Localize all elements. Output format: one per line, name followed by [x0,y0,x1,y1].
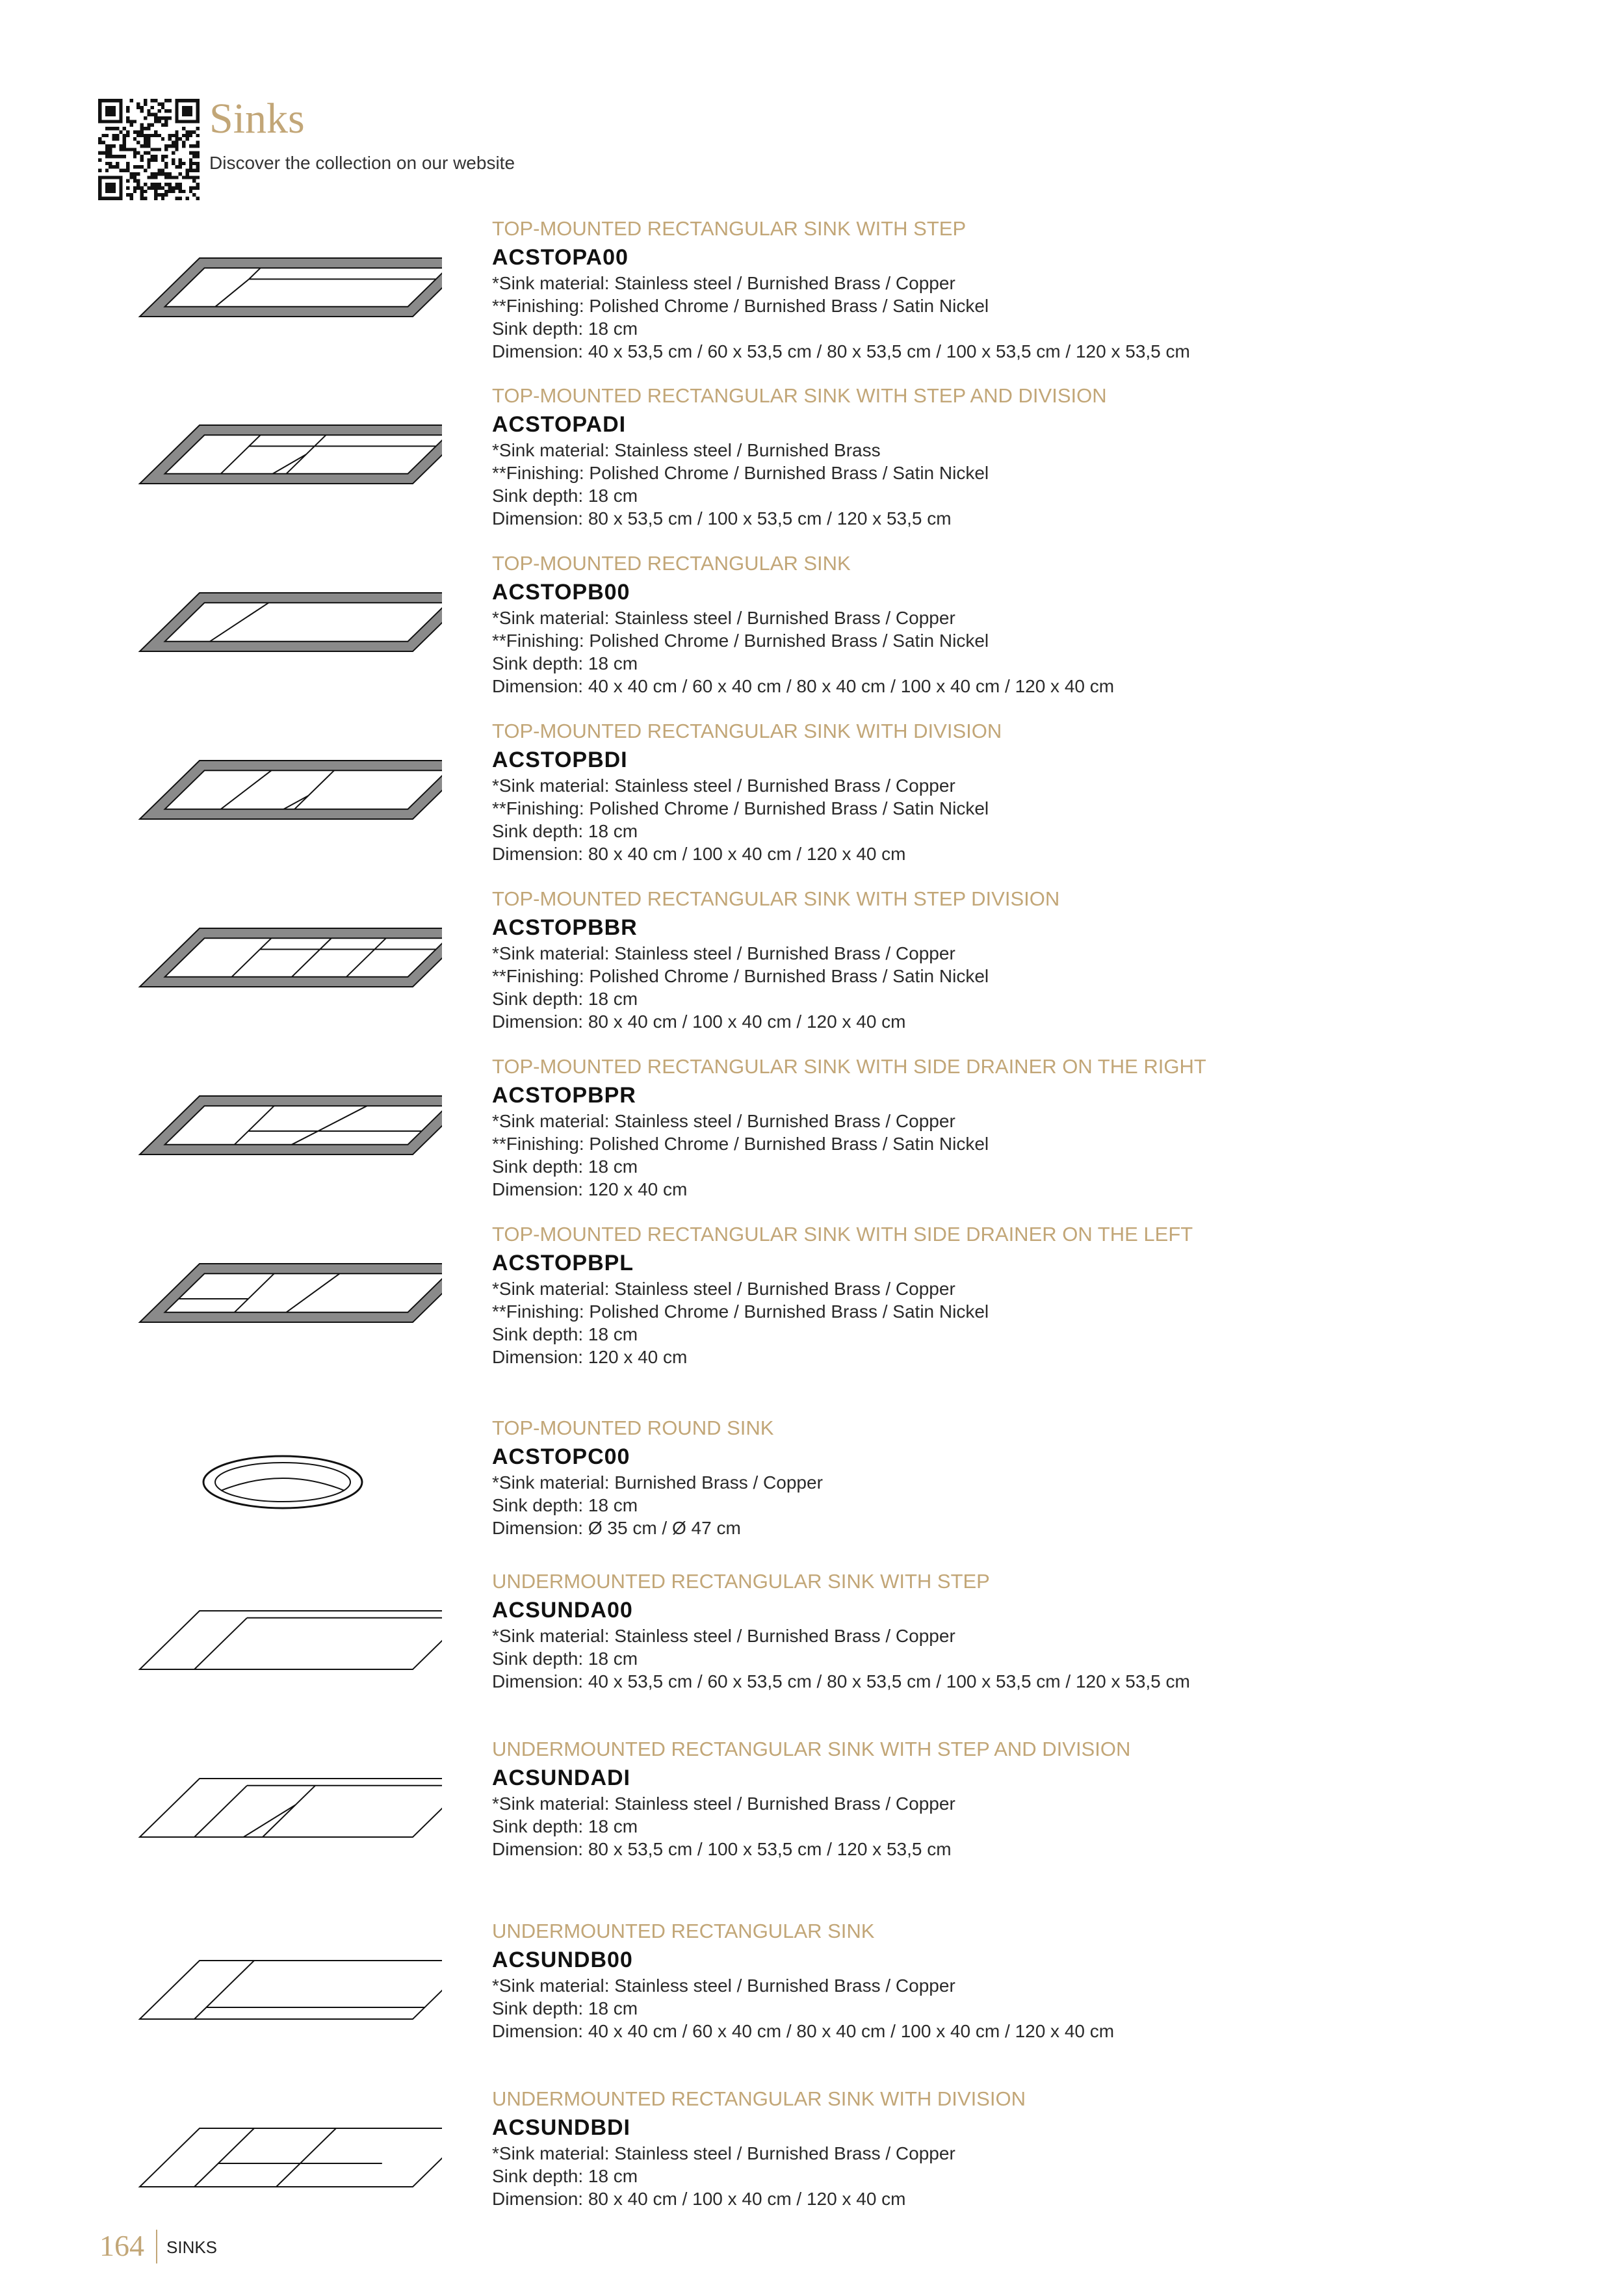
spec-finishing: **Finishing: Polished Chrome / Burnished Brass / Satin Nickel [492,463,989,483]
sink-step-division-double-drawing [130,885,442,1028]
spec-finishing: **Finishing: Polished Chrome / Burnished Brass / Satin Nickel [492,631,989,651]
spec-dimension: Dimension: 120 x 40 cm [492,1347,688,1367]
product-code: ACSUNDB00 [492,1948,633,1972]
product-entry [0,549,1623,696]
product-entry [0,215,1623,361]
sink-drainer-left-icon [130,1220,442,1363]
spec-material: *Sink material: Stainless steel / Burnished Brass / Copper [492,943,955,963]
undermount-division-icon [130,2085,442,2228]
spec-dimension: Dimension: 120 x 40 cm [492,1179,688,1199]
spec-finishing: **Finishing: Polished Chrome / Burnished Brass / Satin Nickel [492,296,989,316]
spec-finishing: **Finishing: Polished Chrome / Burnished Brass / Satin Nickel [492,798,989,818]
spec-material: *Sink material: Stainless steel / Burnished Brass / Copper [492,2143,955,2163]
product-code: ACSTOPC00 [492,1444,630,1469]
product-code: ACSTOPBDI [492,748,628,772]
product-code: ACSUNDA00 [492,1598,633,1623]
spec-depth: Sink depth: 18 cm [492,1495,638,1515]
sink-step-division-double-icon [130,885,442,1028]
spec-material: *Sink material: Stainless steel / Burnished Brass / Copper [492,1279,955,1299]
product-entry [0,1735,1623,1878]
sink-drainer-right-icon [130,1052,442,1195]
undermount-step-division-drawing [130,1735,442,1878]
product-heading: TOP-MOUNTED RECTANGULAR SINK WITH DIVISION [492,720,1002,742]
product-heading: TOP-MOUNTED RECTANGULAR SINK [492,552,851,575]
product-entry [0,717,1623,864]
spec-depth: Sink depth: 18 cm [492,1324,638,1344]
sink-rectangular-drawing [130,549,442,692]
spec-depth: Sink depth: 18 cm [492,1816,638,1836]
spec-dimension: Dimension: 80 x 40 cm / 100 x 40 cm / 120 x 40 cm [492,1011,906,1032]
sink-step-division-icon [130,382,442,525]
spec-finishing: **Finishing: Polished Chrome / Burnished Brass / Satin Nickel [492,1301,989,1322]
sink-round-icon [130,1414,442,1557]
spec-material: *Sink material: Stainless steel / Burnished Brass / Copper [492,776,955,796]
spec-material: *Sink material: Stainless steel / Burnished Brass / Copper [492,273,955,293]
product-code: ACSTOPA00 [492,245,629,270]
product-heading: TOP-MOUNTED RECTANGULAR SINK WITH STEP DIVISION [492,887,1060,910]
sink-division-drawing [130,717,442,860]
spec-depth: Sink depth: 18 cm [492,319,638,339]
sink-step-division-drawing [130,382,442,525]
spec-depth: Sink depth: 18 cm [492,1649,638,1669]
product-code: ACSTOPBPR [492,1083,636,1108]
undermount-step-icon [130,1567,442,1710]
footer-divider [156,2230,157,2263]
product-entry [0,1917,1623,2060]
spec-dimension: Dimension: 80 x 53,5 cm / 100 x 53,5 cm / 120 x 53,5 cm [492,1839,952,1859]
product-heading: TOP-MOUNTED RECTANGULAR SINK WITH STEP [492,217,967,240]
spec-depth: Sink depth: 18 cm [492,653,638,673]
product-entry [0,382,1623,528]
spec-dimension: Dimension: 80 x 40 cm / 100 x 40 cm / 120 x 40 cm [492,844,906,864]
product-entry [0,1414,1623,1557]
spec-dimension: Dimension: 40 x 53,5 cm / 60 x 53,5 cm / 80 x 53,5 cm / 100 x 53,5 cm / 120 x 53,5 cm [492,1671,1190,1691]
spec-material: *Sink material: Stainless steel / Burnished Brass / Copper [492,1111,955,1131]
spec-dimension: Dimension: 80 x 40 cm / 100 x 40 cm / 120 x 40 cm [492,2189,906,2209]
qr-code-icon[interactable] [98,99,200,200]
undermount-rectangular-drawing [130,1917,442,2060]
product-code: ACSTOPB00 [492,580,630,605]
sink-drainer-right-drawing [130,1052,442,1195]
sink-rectangular-icon [130,549,442,692]
footer-section-label: SINKS [166,2237,218,2257]
product-heading: UNDERMOUNTED RECTANGULAR SINK WITH DIVISION [492,2087,1026,2110]
product-code: ACSUNDADI [492,1766,630,1790]
sink-step-drawing [130,215,442,358]
spec-dimension: Dimension: 40 x 40 cm / 60 x 40 cm / 80 x 40 cm / 100 x 40 cm / 120 x 40 cm [492,676,1115,696]
spec-depth: Sink depth: 18 cm [492,2166,638,2186]
spec-depth: Sink depth: 18 cm [492,821,638,841]
product-heading: TOP-MOUNTED RECTANGULAR SINK WITH SIDE DRAINER ON THE LEFT [492,1223,1193,1246]
spec-material: *Sink material: Stainless steel / Burnished Brass / Copper [492,608,955,628]
product-entry [0,885,1623,1032]
spec-material: *Sink material: Stainless steel / Burnished Brass [492,440,881,460]
sink-division-icon [130,717,442,860]
spec-depth: Sink depth: 18 cm [492,486,638,506]
product-entry [0,1220,1623,1367]
page-title: Sinks [209,95,305,142]
undermount-division-drawing [130,2085,442,2228]
product-entry [0,1567,1623,1710]
spec-dimension: Dimension: 80 x 53,5 cm / 100 x 53,5 cm / 120 x 53,5 cm [492,508,952,528]
product-heading: UNDERMOUNTED RECTANGULAR SINK WITH STEP [492,1570,990,1593]
sink-round-drawing [130,1414,442,1557]
sink-step-icon [130,215,442,358]
spec-finishing: **Finishing: Polished Chrome / Burnished Brass / Satin Nickel [492,1134,989,1154]
undermount-step-division-icon [130,1735,442,1878]
product-heading: TOP-MOUNTED ROUND SINK [492,1416,774,1439]
product-heading: UNDERMOUNTED RECTANGULAR SINK WITH STEP AND DIVISION [492,1738,1131,1760]
spec-dimension: Dimension: 40 x 40 cm / 60 x 40 cm / 80 x 40 cm / 100 x 40 cm / 120 x 40 cm [492,2021,1115,2041]
product-entry [0,2085,1623,2228]
undermount-rectangular-icon [130,1917,442,2060]
spec-material: *Sink material: Burnished Brass / Copper [492,1472,823,1493]
page-number: 164 [99,2229,144,2262]
spec-dimension: Dimension: 40 x 53,5 cm / 60 x 53,5 cm / 80 x 53,5 cm / 100 x 53,5 cm / 120 x 53,5 cm [492,341,1190,361]
spec-depth: Sink depth: 18 cm [492,1156,638,1177]
product-code: ACSTOPADI [492,412,627,437]
undermount-step-drawing [130,1567,442,1710]
page-subtitle: Discover the collection on our website [209,153,515,173]
spec-dimension: Dimension: Ø 35 cm / Ø 47 cm [492,1518,741,1538]
spec-finishing: **Finishing: Polished Chrome / Burnished Brass / Satin Nickel [492,966,989,986]
spec-material: *Sink material: Stainless steel / Burnished Brass / Copper [492,1976,955,1996]
product-heading: UNDERMOUNTED RECTANGULAR SINK [492,1920,875,1942]
spec-depth: Sink depth: 18 cm [492,989,638,1009]
product-code: ACSUNDBDI [492,2115,630,2140]
product-heading: TOP-MOUNTED RECTANGULAR SINK WITH STEP AND DIVISION [492,384,1107,407]
spec-depth: Sink depth: 18 cm [492,1998,638,2018]
product-code: ACSTOPBBR [492,915,638,940]
sink-drainer-left-drawing [130,1220,442,1363]
product-entry [0,1052,1623,1199]
spec-material: *Sink material: Stainless steel / Burnished Brass / Copper [492,1626,955,1646]
product-heading: TOP-MOUNTED RECTANGULAR SINK WITH SIDE DRAINER ON THE RIGHT [492,1055,1206,1078]
spec-material: *Sink material: Stainless steel / Burnished Brass / Copper [492,1794,955,1814]
product-code: ACSTOPBPL [492,1251,634,1275]
